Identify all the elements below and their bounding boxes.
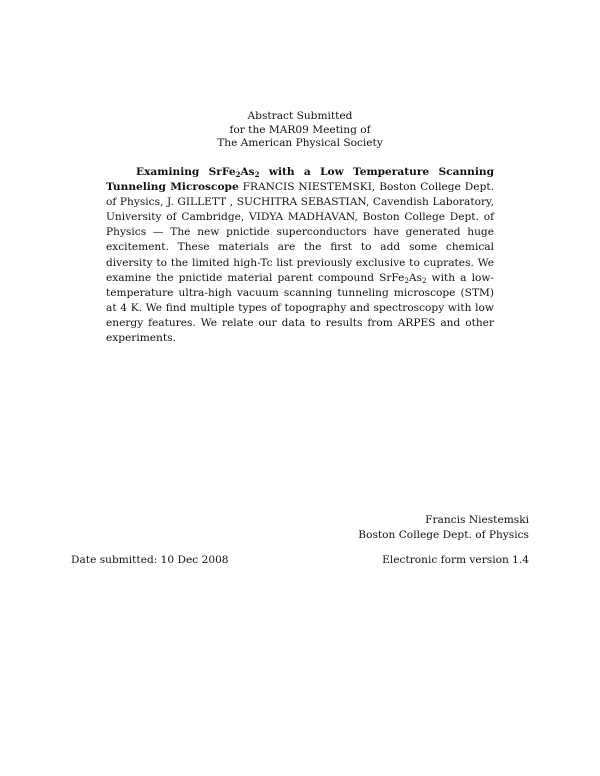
form-version: Electronic form version 1.4 bbox=[382, 554, 529, 566]
date-submitted: Date submitted: 10 Dec 2008 bbox=[71, 554, 229, 566]
abstract-subscript-2: 2 bbox=[422, 276, 427, 285]
abstract-text-part-1: FRANCIS NIESTEMSKI, Boston College Dept. of Physics, J. GILLETT , SUCHITRA SEBASTIAN, Cavendish Laboratory, University of Cambridge, VIDYA MADHAVAN, Boston College Dept. of Physics — The new pnictide superconductors have generated huge excitement. These materials are the first to add some chemical diversity to the limited high-Tc list previously exclusive to cuprates. We examine the pnictide material parent compound SrFe bbox=[106, 181, 494, 284]
abstract-text-part-2: As bbox=[408, 271, 422, 284]
submission-header bbox=[0, 110, 600, 151]
signature-affiliation: Boston College Dept. of Physics bbox=[358, 529, 529, 541]
header-line-1: Abstract Submitted bbox=[247, 110, 353, 122]
abstract-text-part-3: with a low-temperature ultra-high vacuum scanning tunneling microscope (STM) at 4 K. We find multiple types of topography and spectroscopy with low energy features. We relate our data to results from ARPES and other experiments. bbox=[106, 271, 494, 345]
signature-name: Francis Niestemski bbox=[425, 514, 529, 526]
title-subscript-1: 2 bbox=[235, 170, 241, 179]
abstract-subscript-1: 2 bbox=[404, 276, 409, 285]
abstract-body bbox=[106, 165, 494, 346]
title-part-1: Examining SrFe bbox=[136, 166, 236, 178]
signature-block bbox=[358, 513, 529, 543]
title-part-2: As bbox=[240, 166, 255, 178]
header-line-2: for the MAR09 Meeting of bbox=[229, 123, 371, 136]
header-line-3: The American Physical Society bbox=[217, 137, 383, 149]
title-part-3: with a Low Temperature Scanning Tunneling Microscope bbox=[106, 166, 494, 194]
title-subscript-2: 2 bbox=[254, 170, 260, 179]
